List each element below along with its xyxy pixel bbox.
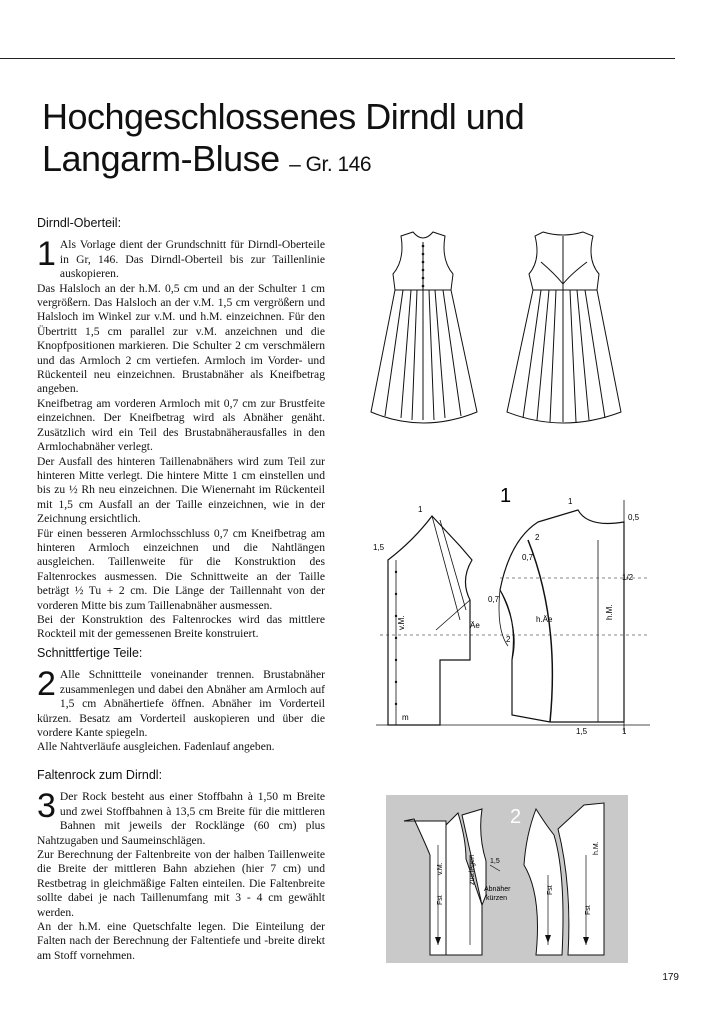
paragraph: Für einen besseren Armlochsschluss 0,7 cm Kneifbetrag am hinteren Armloch einzeichnen und die Nahtlängen ausgleichen. Taillenweite für die Konstruktion des Faltenrockes ausmessen. Die Schnittweite an der Taille beträgt ½ Tu + 2 cm. Die Länge der Taillennaht von der vorderen Mitte bis zum Taillenabnäher ausmessen. [37,526,325,612]
step-number: 2 [37,665,56,704]
label-fst-3: Fst [585,905,592,915]
paragraph: Kneifbetrag am vorderen Armloch mit 0,7 cm zur Brustfeite einzeichnen. Der Kneifbetrag wird als Abnäher genäht. Zusätzlich wird ein Teil des Brustabnäherausfalles in den Armlochabnäher verlegt. [37,396,325,454]
label-ae: Äe [470,621,480,630]
figure-number: 1 [500,485,512,507]
label-waist-1: 1 [622,727,627,736]
section-heading: Dirndl-Oberteil: [37,216,122,230]
label-m: m [402,713,409,722]
label-1-5-left: 1,5 [373,543,385,552]
label-1-5: 1,5 [490,858,500,865]
label-kneif-front: 0,7 [488,595,500,604]
paragraph: Bei der Konstruktion des Faltenrockes wird das mittlere Rockteil mit der gemessenen Breite konstruiert. [37,612,325,641]
page-title [42,96,682,186]
paragraph: An der h.M. eine Quetschfalte legen. Die Einteilung der Falten nach der Berechnung der Faltentiefe und -breite direkt am Stoff vornehmen. [37,920,325,962]
label-zuklegen: zus.legen [469,855,476,885]
title-line-1: Hochgeschlossenes Dirndl und [42,96,525,137]
dress-illustration [365,222,640,447]
label-kneif-back: 0,7 [522,553,534,562]
label-waist-1-5: 1,5 [576,727,588,736]
section-heading: Faltenrock zum Dirndl: [37,768,163,782]
label-one-front: 1 [418,505,423,514]
step-number: 3 [37,787,56,826]
title-size: – Gr. 146 [289,153,372,176]
section-faltenrock [37,768,325,963]
paragraph: Alle Nahtverläufe ausgleichen. Fadenlauf angeben. [37,740,275,754]
title-line-2 [42,138,682,186]
label-vm: v.M. [437,862,444,875]
paragraph: Als Vorlage dient der Grundschnitt für Dirndl-Oberteile in Gr, 146. Das Dirndl-Oberteil bis zur Taillenlinie auskopieren. [59,238,325,281]
label-fst-1: Fst [437,895,444,905]
paragraph: Zur Berechnung der Faltenbreite von der halben Taillenweite die Breite der mittleren Bahn abziehen (hier 7 cm) und Restbetrag in gleichmäßige Falten einteilen. Die Faltenbreite sollte dabei je nach Taillenumfang mit 3 - 4 cm gewählt werden. [37,848,325,919]
figure-number: 2 [510,806,522,828]
paragraph: Das Halsloch an der h.M. 0,5 cm und an der Schulter 1 cm vergrößern. Das Halsloch an der v.M. 1,5 cm vergrößern und Halsloch im Winkel zur v.M. und h.M. einzeichnen. Für den Übertritt 1,5 cm parallel zur v.M. anzeichnen und die Knopfpositionen markieren. Die Schulter 2 cm verschmälern und das Armloch 2 cm vertiefen. Armloch im Vorder- und Rückenteil neu einzeichnen. Brustabnäher als Kneifbetrag angeben. [37,281,325,396]
pattern-figure-2 [386,795,628,963]
label-half-cm: 0,5 [628,513,640,522]
label-two-a: 2 [535,533,540,542]
label-fst-2: Fst [547,885,554,895]
top-rule [0,58,675,59]
paragraph: Der Rock besteht aus einer Stoffbahn à 1,50 m Breite und zwei Stoffbahnen à 13,5 cm Breite für die mittleren Bahnen mit jeweils der Rocklänge (60 cm) plus Nahtzugaben und Saumeinschlägen. [37,790,325,847]
label-abnaeher: Abnäher [484,886,511,893]
back-bodice [529,232,599,290]
title-line-2-main: Langarm-Bluse [42,138,280,179]
label-hm: h.M. [593,841,600,855]
page-number: 179 [662,972,679,983]
label-two-b: 2 [506,635,511,644]
label-kuerzen: kürzen [486,895,508,902]
step-number: 1 [37,235,56,274]
section-dirndl-oberteil [37,216,325,642]
label-hm: h.M. [605,604,614,620]
pattern-figure-1 [360,480,660,742]
back-skirt [507,290,621,423]
label-hae: h.Äe [536,615,553,624]
paragraph: Der Ausfall des hinteren Taillenabnähers wird zum Teil zur hinteren Mitte verlegt. Die hintere Mitte 1 cm einstellen und bis zu ½ Rh neu einzeichnen. Die Wienernaht im Rückenteil mit 1,5 cm Ausfall an der Taille einzeichnen, wie in der Zeichnung ersichtlich. [37,454,325,526]
section-schnittfertige-teile [37,646,325,755]
label-one-back: 1 [568,497,573,506]
label-vm: v.M. [397,615,406,630]
section-heading: Schnittfertige Teile: [37,646,143,660]
label-half-rh: 1/2 [622,573,634,582]
paragraph: Alle Schnittteile voneinander trennen. Brustabnäher zusammenlegen und dabei den Abnäher am Armloch auf 1,5 cm Abnähertiefe öffnen. Abnäher im Vorderteil kürzen. Besatz am Vorderteil auskopieren und über die vordere Kante spiegeln. [37,668,325,740]
